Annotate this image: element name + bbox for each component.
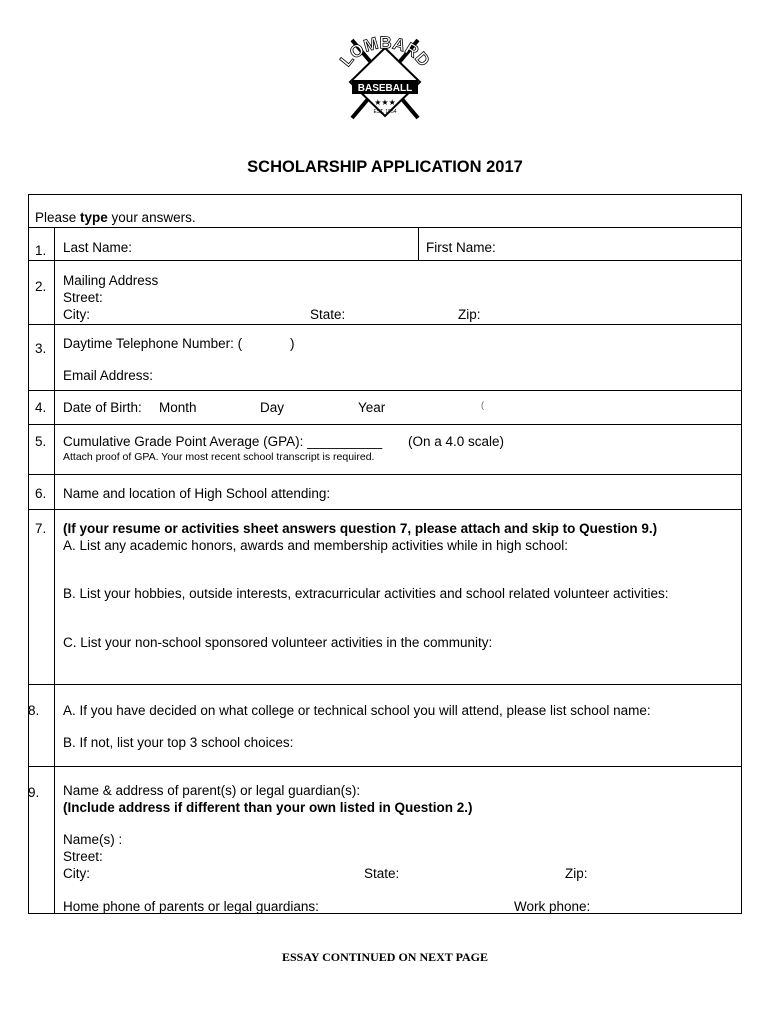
name-column-divider xyxy=(418,227,419,260)
q7-academic-honors[interactable]: A. List any academic honors, awards and membership activities while in high school: xyxy=(63,538,568,553)
date-of-birth-label: Date of Birth: xyxy=(63,400,142,415)
parent-city-field[interactable]: City: xyxy=(63,866,90,881)
q8-school-choices[interactable]: B. If not, list your top 3 school choices: xyxy=(63,735,294,750)
question-number: 1. xyxy=(35,243,47,258)
home-phone-field[interactable]: Home phone of parents or legal guardians: xyxy=(63,899,319,914)
instructions: Please type your answers. xyxy=(35,210,196,225)
form-right-border xyxy=(741,194,742,914)
parent-state-field[interactable]: State: xyxy=(364,866,400,881)
state-field[interactable]: State: xyxy=(310,307,346,322)
email-field[interactable]: Email Address: xyxy=(63,368,154,383)
row-separator xyxy=(28,424,742,425)
zip-field[interactable]: Zip: xyxy=(458,307,481,322)
parent-zip-field[interactable]: Zip: xyxy=(565,866,588,881)
phone-field[interactable]: Daytime Telephone Number: ( xyxy=(63,336,243,351)
mailing-address-label: Mailing Address xyxy=(63,273,159,288)
work-phone-field[interactable]: Work phone: xyxy=(514,899,591,914)
question-number: 5. xyxy=(35,434,47,449)
last-name-field[interactable]: Last Name: xyxy=(63,240,133,255)
parent-street-field[interactable]: Street: xyxy=(63,849,103,864)
row-separator xyxy=(28,324,742,325)
dob-month-field[interactable]: Month xyxy=(159,400,197,415)
question-number: 2. xyxy=(35,279,47,294)
continued-note: ESSAY CONTINUED ON NEXT PAGE xyxy=(281,950,489,964)
question-number: 8. xyxy=(28,703,40,718)
form-top-border xyxy=(28,194,742,195)
row-separator xyxy=(28,509,742,510)
first-name-field[interactable]: First Name: xyxy=(426,240,496,255)
question-number: 4. xyxy=(35,400,47,415)
question-number: 3. xyxy=(35,341,47,356)
svg-text:★★★: ★★★ xyxy=(374,98,396,107)
svg-text:EST. 1954: EST. 1954 xyxy=(373,109,397,115)
phone-close-paren: ) xyxy=(290,336,295,351)
page-title: SCHOLARSHIP APPLICATION 2017 xyxy=(247,158,523,176)
lombard-baseball-logo xyxy=(330,34,440,124)
high-school-field[interactable]: Name and location of High School attending: xyxy=(63,486,331,501)
row-separator xyxy=(28,474,742,475)
question-number: 7. xyxy=(35,521,47,536)
question-number: 9. xyxy=(28,785,40,800)
q7-volunteer[interactable]: C. List your non-school sponsored volunteer activities in the community: xyxy=(63,635,493,650)
q9-heading: Name & address of parent(s) or legal guardian(s): xyxy=(63,783,361,798)
dob-day-field[interactable]: Day xyxy=(260,400,285,415)
q7-hobbies[interactable]: B. List your hobbies, outside interests, extracurricular activities and school related volunteer activities: xyxy=(63,586,669,601)
gpa-field[interactable]: Cumulative Grade Point Average (GPA): __________ xyxy=(63,434,383,449)
city-field[interactable]: City: xyxy=(63,307,90,322)
street-field[interactable]: Street: xyxy=(63,290,103,305)
row-separator xyxy=(28,260,742,261)
svg-text:LOMBARD: LOMBARD xyxy=(336,34,434,71)
q8-college[interactable]: A. If you have decided on what college or technical school you will attend, please list school name: xyxy=(63,703,651,718)
row-separator xyxy=(28,390,742,391)
gpa-scale-label: (On a 4.0 scale) xyxy=(408,434,505,449)
row-separator xyxy=(28,684,742,685)
logo-banner-text: BASEBALL xyxy=(357,83,413,94)
number-column-divider xyxy=(54,227,55,914)
row-separator xyxy=(28,227,742,228)
q9-note: (Include address if different than your own listed in Question 2.) xyxy=(63,800,473,815)
stray-mark: ( xyxy=(481,400,484,410)
q7-heading: (If your resume or activities sheet answers question 7, please attach and skip to Question 9.) xyxy=(63,521,658,536)
dob-year-field[interactable]: Year xyxy=(358,400,386,415)
row-separator xyxy=(28,766,742,767)
parent-names-field[interactable]: Name(s) : xyxy=(63,832,123,847)
question-number: 6. xyxy=(35,486,47,501)
gpa-note: Attach proof of GPA. Your most recent school transcript is required. xyxy=(63,451,375,463)
form-left-border xyxy=(28,194,29,914)
